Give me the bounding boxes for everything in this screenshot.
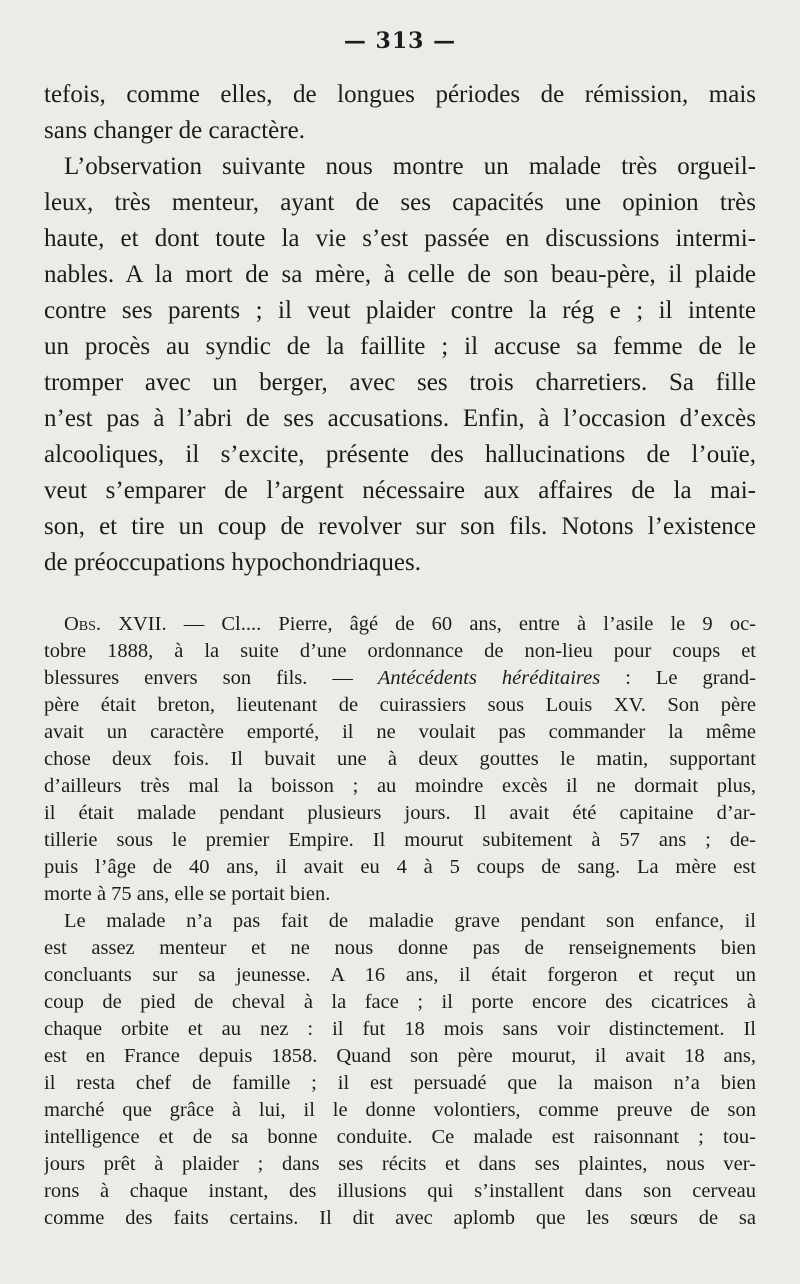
text-line: chose deux fois. Il buvait une à deux gouttes le matin, supportant [44, 748, 756, 770]
text-line: veut s’emparer de l’argent nécessaire aux affaires de la mai- [44, 477, 756, 504]
text-line: concluants sur sa jeunesse. A 16 ans, il était forgeron et reçut un [44, 964, 756, 986]
observation-label: Obs. XVII. [64, 613, 167, 635]
text-line: est assez menteur et ne nous donne pas de renseignements bien [44, 937, 756, 959]
text-line: alcooliques, il s’excite, présente des hallucinations de l’ouïe, [44, 441, 756, 468]
text-line: sans changer de caractère. [44, 117, 305, 144]
text-line: tillerie sous le premier Empire. Il mourut subitement à 57 ans ; de- [44, 829, 756, 851]
text-line: un procès au syndic de la faillite ; il accuse sa femme de le [44, 333, 756, 360]
text-line: chaque orbite et au nez : il fut 18 mois sans voir distinctement. Il [44, 1018, 756, 1040]
text-fragment: blessures envers son fils. — [44, 667, 378, 689]
text-line: n’est pas à l’abri de ses accusations. Enfin, à l’occasion d’excès [44, 405, 756, 432]
text-line: leux, très menteur, ayant de ses capacités une opinion très [44, 189, 756, 216]
text-line: père était breton, lieutenant de cuirassiers sous Louis XV. Son père [44, 694, 756, 716]
observation-intro: — Cl.... Pierre, âgé de 60 ans, entre à l’asile le 9 oc- [166, 613, 756, 635]
text-line: il était malade pendant plusieurs jours. Il avait été capitaine d’ar- [44, 802, 756, 824]
text-line: haute, et dont toute la vie s’est passée en discussions intermi- [44, 225, 756, 252]
text-line: son, et tire un coup de revolver sur son fils. Notons l’existence [44, 513, 756, 540]
section-title-italic: Antécédents héréditaires [377, 667, 601, 689]
text-line: avait un caractère emporté, il ne voulait pas commander la même [44, 721, 756, 743]
text-line: jours prêt à plaider ; dans ses récits et dans ses plaintes, nous ver- [44, 1153, 756, 1175]
text-line: morte à 75 ans, elle se portait bien. [44, 883, 331, 905]
text-line: d’ailleurs très mal la boisson ; au moindre excès il ne dormait plus, [44, 775, 756, 797]
text-line: rons à chaque instant, des illusions qui s’installent dans son cerveau [44, 1180, 756, 1202]
text-line: de préoccupations hypochondriaques. [44, 549, 421, 576]
text-line: Le malade n’a pas fait de maladie grave pendant son enfance, il [64, 910, 756, 932]
text-line: L’observation suivante nous montre un malade très orgueil- [64, 153, 756, 180]
text-line: tobre 1888, à la suite d’une ordonnance de non-lieu pour coups et [44, 640, 756, 662]
observation-heading-line [44, 612, 756, 638]
text-line: puis l’âge de 40 ans, il avait eu 4 à 5 coups de sang. La mère est [44, 856, 756, 878]
text-line [44, 666, 756, 692]
page-number: — 313 — [343, 28, 457, 54]
text-line: intelligence et de sa bonne conduite. Ce malade est raisonnant ; tou- [44, 1126, 756, 1148]
text-fragment: : Le grand- [600, 667, 756, 689]
text-line: coup de pied de cheval à la face ; il porte encore des cicatrices à [44, 991, 756, 1013]
text-line: tromper avec un berger, avec ses trois charretiers. Sa fille [44, 369, 756, 396]
text-line: nables. A la mort de sa mère, à celle de son beau-père, il plaide [44, 261, 756, 288]
text-line: il resta chef de famille ; il est persuadé que la maison n’a bien [44, 1072, 756, 1094]
text-line: tefois, comme elles, de longues périodes de rémission, mais [44, 81, 756, 108]
text-line: comme des faits certains. Il dit avec aplomb que les sœurs de sa [44, 1207, 756, 1229]
text-line: contre ses parents ; il veut plaider contre la rég e ; il intente [44, 297, 756, 324]
text-line: marché que grâce à lui, il le donne volontiers, comme preuve de son [44, 1099, 756, 1121]
text-line: est en France depuis 1858. Quand son père mourut, il avait 18 ans, [44, 1045, 756, 1067]
